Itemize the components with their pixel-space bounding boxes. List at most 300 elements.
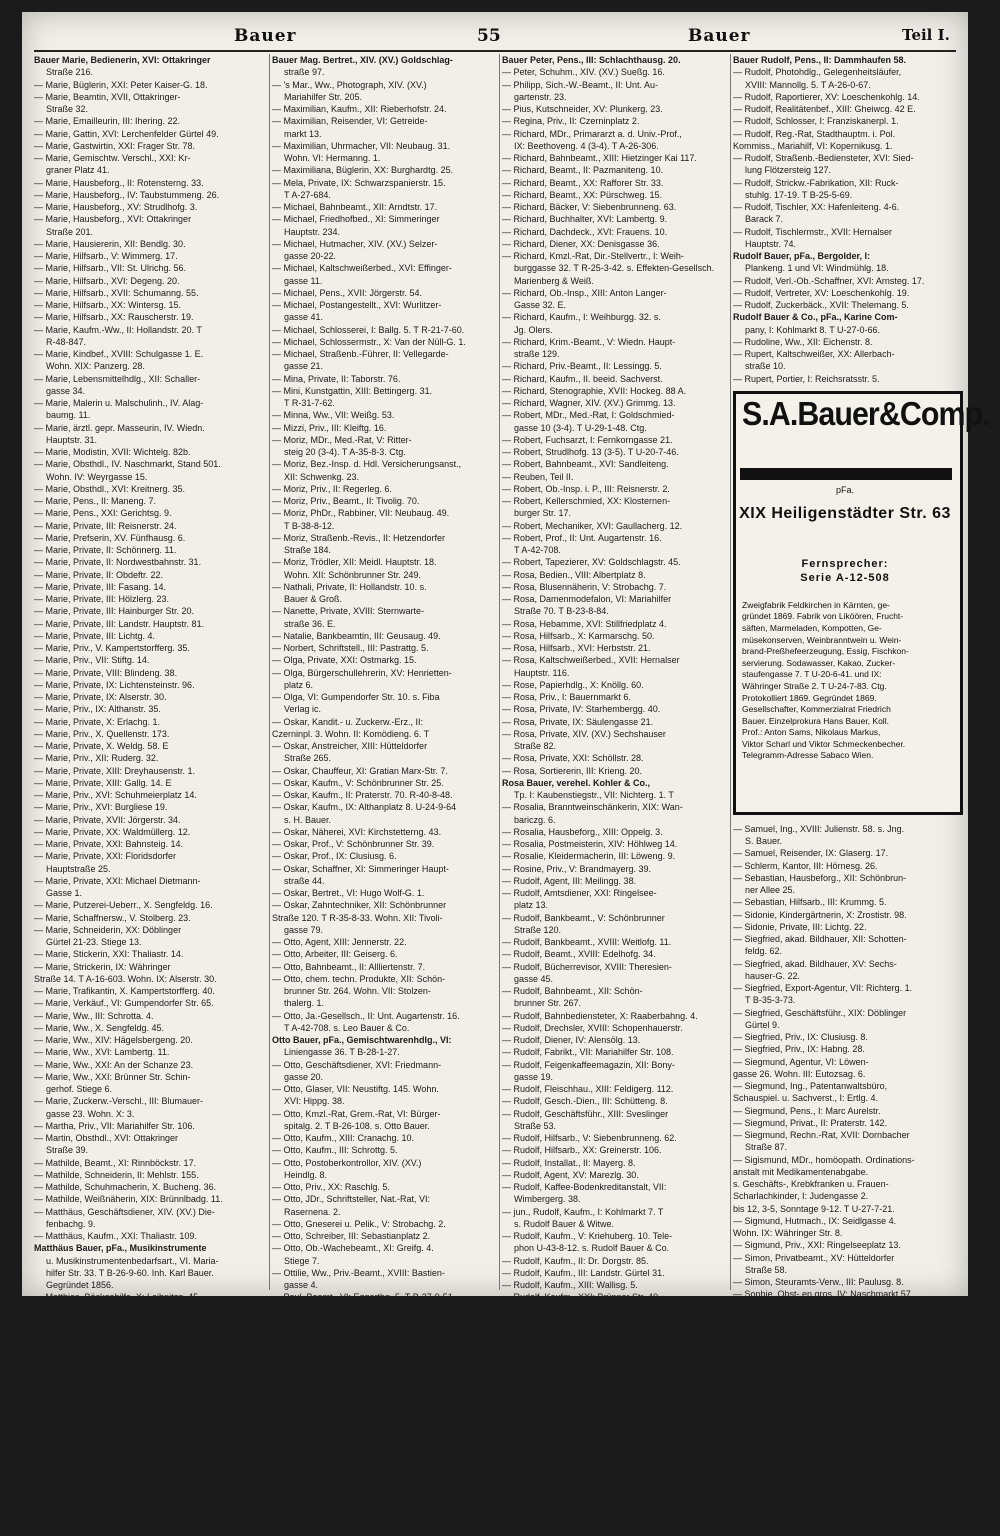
directory-entry: IX: Beethoveng. 4 (3-4). T A-26-306. — [514, 140, 659, 151]
directory-entry: — Siegmund, Rechn.-Rat, XVII: Dornbacher — [733, 1130, 910, 1140]
directory-entry: — Marie, Obsthdl., XVI: Kreitnerg. 35. — [34, 483, 186, 494]
directory-entry: brunner Str. 264. Wohn. VII: Stolzen- — [284, 986, 431, 996]
directory-entry: — Rudolf, Vertreter, XV: Loeschenkohlg. 19. — [733, 287, 910, 298]
directory-entry: — Rudolf, Kaffee-Bodenkreditanstalt, VII: — [502, 1182, 667, 1192]
directory-entry: — Marie, ärztl. gepr. Masseurin, IV. Wiedn. — [34, 422, 205, 433]
advert-line: Zweigfabrik Feldkirchen in Kärnten, ge- — [742, 599, 890, 610]
directory-entry: — Rosa, Sortiererin, III: Krieng. 20. — [502, 765, 643, 776]
advert-line: staufengasse 7. T U-20-6-41. und IX: — [742, 669, 882, 680]
directory-entry: — Richard, Kaufm., II. beeid. Sachverst. — [502, 373, 663, 384]
directory-entry: s. H. Bauer. — [284, 814, 332, 825]
directory-entry: s. Rudolf Bauer & Witwe. — [514, 1218, 615, 1229]
directory-entry: — Otto, Priv., XX: Raschlg. 5. — [272, 1182, 390, 1192]
directory-entry: — Maximilian, Kaufm., XII: Rieberhofstr. 24. — [272, 104, 447, 114]
directory-entry: feldg. 62. — [745, 946, 783, 957]
directory-entry: Straße 82. — [514, 741, 557, 751]
directory-entry: — Michael, Postangestellt., XVI: Wurlitzer- — [272, 300, 442, 310]
directory-entry: — Marie, Priv., XVI: Burgliese 19. — [34, 802, 168, 813]
directory-entry: — Rudolf, Kellner, XIX: Cobenzlg. 51. — [502, 1316, 653, 1327]
directory-entry: — Siegfried, Priv., IX: Clusiusg. 8. — [733, 1032, 868, 1042]
column-divider — [269, 54, 270, 1290]
directory-entry: — Richard, Beamt., XX: Rafforer Str. 33. — [502, 177, 664, 188]
directory-entry: — Nanette, Private, XVIII: Sternwarte- — [272, 606, 425, 617]
directory-entry: hilfer Str. 33. T B-26-9-60. Inh. Karl Bauer. — [46, 1267, 214, 1278]
directory-entry: gasse 8. — [514, 1402, 549, 1413]
directory-entry: — Rudolf, Kleidermach., I: Kohlmarkt 7. — [502, 1329, 661, 1339]
advert-pfa: pFa. — [835, 484, 854, 495]
advertisement — [733, 391, 990, 815]
directory-entry: — Rudolf, Photohdlg., Gelegenheitsläufer, — [733, 67, 902, 78]
directory-entry: — Sophie, Private, XX: Wimbergerg. 25. — [733, 1350, 895, 1361]
directory-entry: — Rudolf, Bankbeamt., V: Schönbrunner — [502, 912, 665, 923]
directory-entry: Straße 32. — [46, 104, 89, 114]
directory-entry: — Mathilde, Beamt., XI: Rinnböckstr. 17. — [34, 1157, 197, 1168]
directory-entry: — Max, Beamt., XX: Gerhardusg. 28. — [34, 1414, 184, 1425]
directory-entry: — Stephan, Draht- u. Radlerwerk., XXI: — [733, 1448, 891, 1459]
directory-entry: Mariahilfer Str. 205. — [284, 91, 363, 102]
directory-entry: — Oskar, Kaufm., II: Praterstr. 70. R-40-8-48. — [272, 790, 453, 800]
directory-entry: — Marie, Obsthdl., IV. Naschmarkt, Stand 501. — [34, 459, 221, 470]
directory-entry: — Moriz, Bez.-Insp. d. Hdl. Versicherungsanst., — [272, 459, 462, 470]
directory-page — [22, 12, 990, 1535]
directory-entry: — Mini, Kunstgattin, XIII: Bettingerg. 31. — [272, 385, 433, 396]
directory-entry: straße 129. — [514, 349, 560, 359]
directory-entry: — Sidonie, Kindergärtnerin, X: Zrostistr. 98. — [733, 909, 907, 920]
directory-entry: — Rudolf, Strickw.-Fabrikation, XII: Ruck- — [733, 177, 899, 188]
directory-entry: — Marie, Strickerin, IX: Währinger — [34, 961, 171, 972]
directory-entry: — Marie, Gemischtw. Verschl., XXI: Kr- — [34, 153, 191, 163]
directory-entry: — Marie, Ww., XXI: Brünner Str. Schin- — [34, 1071, 191, 1082]
directory-entry: — Paula, Priv., XIV. (XV.) Grimmg. 2. — [272, 1512, 420, 1523]
directory-entry: — Marie, Ww., III: Schrotta. 4. — [34, 1010, 154, 1021]
directory-entry: — Rosa, Private, IV: Starhembergg. 40. — [502, 704, 661, 715]
directory-entry: platz 6. — [284, 679, 314, 690]
directory-entry: lung Flötzersteig 127. — [745, 165, 832, 176]
directory-entry: — Stephan, Graveur, IV: Raimung. 6. — [733, 1436, 882, 1447]
directory-entry: — Rudolf, Straßenb.-Bediensteter, XVI: Sied- — [733, 153, 914, 163]
directory-entry: — Rudolf, Diener, IV: Alensölg. 13. — [502, 1035, 641, 1045]
directory-entry: — Oskar, Kandit.- u. Zuckerw.-Erz., II: — [272, 716, 424, 727]
directory-entry: — Marie, Private, II: Nordwestbahnstr. 31. — [34, 557, 202, 568]
directory-entry: — Rosa, Private, IX: Säulengasse 21. — [502, 716, 654, 727]
directory-entry: Hauptstr. 31. — [46, 434, 98, 445]
directory-entry: T A-18-5-20. — [284, 1341, 334, 1352]
directory-entry: — Oskar, Kaufm., IX: Althanplatz 8. U-24-9-64 — [272, 802, 457, 813]
directory-entry: — Rudolf, Raportierer, XV: Loeschenkohlg. 14. — [733, 91, 920, 102]
directory-entry: Rudolf Bauer, pFa., Bergolder, I: — [733, 251, 871, 261]
directory-entry: anstalt mit Medikamentenabgabe. — [733, 1166, 869, 1177]
directory-entry: — Marie, Beamtin, XVII, Ottakringer- — [34, 91, 181, 102]
directory-entry: — Olga, VI: Gumpendorfer Str. 10. s. Fiba — [272, 692, 440, 702]
directory-entry: — Marie, Ww., XIV: Hägelsbergeng. 20. — [34, 1035, 193, 1045]
directory-entry: — Sigismund, MDr., homöopath. Ordinations- — [733, 1154, 915, 1165]
directory-entry: — Marie, Private, III: Landstr. Hauptstr. 81. — [34, 618, 205, 629]
directory-entry: — Otto, Geschäftsdiener, XVI: Friedmann- — [272, 1059, 442, 1070]
directory-entry: — Moriz, Trödler, XII: Meidl. Hauptstr. 18. — [272, 557, 437, 568]
directory-entry: — Marie, Hilfsarb., XX: Rauscherstr. 19. — [34, 312, 194, 323]
directory-entry: — Rudolf, Lokomotivführ., XX: Rafaelg. 30. — [502, 1378, 674, 1388]
directory-entry: — Rudolf, Realitätenbef., XIII: Gheiwcg. 42 E. — [733, 104, 916, 114]
directory-entry: R-48-847. — [46, 336, 87, 347]
directory-entry: T B-24-9-71. — [284, 1476, 335, 1486]
directory-entry: — Rosa, Kaltschweißerbed., XVII: Hernalser — [502, 655, 680, 666]
directory-entry: — Matthias, Tischlermstr., II: Rudingerstr. 17. — [34, 1378, 214, 1388]
directory-entry: Heindlg. 8. — [284, 1169, 328, 1180]
directory-entry: — Marie, Hilfsarb., V: Wimmerg. 17. — [34, 251, 178, 261]
directory-entry: Otto Bauer, pFa., Gemischtwarenhdlg., VI: — [272, 1035, 452, 1045]
advert-company-name: S.A.Bauer&Comp. — [742, 394, 990, 432]
directory-entry: Wohn. VI: Hermanng. 1. — [284, 153, 381, 163]
header-rule — [34, 50, 956, 52]
directory-entry: — Peter, Schuhm., XIV. (XV.) Sueßg. 16. — [502, 67, 665, 78]
directory-entry: Bauer Marie, Bedienerin, XVI: Ottakringer — [34, 55, 211, 65]
directory-entry: — Marie, Hausbeforg., XVI: Ottakringer — [34, 214, 192, 225]
directory-entry: — Otto, Arbeiter, III: Geiserg. 6. — [272, 949, 398, 960]
directory-entry: — Siegmund, Ing., Patentanwaltsbüro, — [733, 1081, 888, 1091]
column-2 — [272, 54, 497, 1535]
advert-body — [742, 600, 950, 762]
directory-entry: Rr. 30. — [514, 1488, 541, 1499]
directory-entry: — Richard, Diener, XX: Denisgasse 36. — [502, 238, 660, 249]
directory-entry: — Matthias, Gemeindeangest., V: Gelenkstr. 28. — [34, 1329, 227, 1339]
directory-entry: — Rosa, Priv., I: Bauernmarkt 6. — [502, 692, 631, 702]
directory-entry: Matthäus Bauer, pFa., Musikinstrumente — [34, 1243, 207, 1254]
directory-entry: gasse 4. — [284, 1280, 319, 1290]
running-head-right: Bauer — [688, 26, 751, 46]
directory-entry: Bauer Mag. Bertret., XIV. (XV.) Goldschlag- — [272, 55, 453, 65]
directory-entry: — Max, Ob.-Rechnungsrat i. P., III: Eslarng. 2. — [34, 1476, 219, 1486]
directory-entry: — Marie, Private, III: Fasang. 14. — [34, 581, 167, 592]
advert-line: Prof.: Anton Sams, Nikolaus Markus, — [742, 727, 881, 738]
directory-entry: fenbachg. 9. — [46, 1218, 96, 1229]
directory-entry: markt 13. — [284, 128, 322, 139]
directory-entry: — Paula, Priv., XII: Gaug. Meidl. 6. — [272, 1500, 411, 1511]
directory-entry: — Rudolf, Kolonialwaren-Läufer, en gros. — [502, 1341, 667, 1352]
directory-entry: — Marie, Schneiderin, XX: Döblinger — [34, 924, 182, 935]
directory-entry: — Matthias, Chauffeur, X: Vogelsang. 3. — [34, 1304, 194, 1315]
directory-entry: — Paul, Beamt., VI: Eggerthg. 5. T B-27-9-51. — [272, 1292, 456, 1303]
directory-entry: — Rudolf, Tischlermstr., XVII: Hernalser — [733, 226, 893, 237]
directory-entry: — Rosalia, Hausbeforg., XIII: Oppelg. 3. — [502, 826, 663, 837]
directory-entry: Bauer Peter, Pens., III: Schlachthausg. 20. — [502, 55, 681, 65]
directory-entry: — Rudolf, Tischler, XX: Hafenleiteng. 4-6. — [733, 202, 900, 212]
directory-entry: — Rupert, Kaltschweißer, XX: Allerbach- — [733, 349, 895, 359]
directory-entry: straße 10. — [745, 361, 786, 372]
directory-entry: — Oskar, Anstreicher, XIII: Hütteldorfer — [272, 741, 428, 751]
directory-entry: — Richard, Kaufm., I: Weihburgg. 32. s. — [502, 312, 661, 323]
directory-entry: — Regina, Priv., II: Czerninplatz 2. — [502, 116, 640, 127]
directory-entry: — Robert, Prof., II: Unt. Augartenstr. 16. — [502, 532, 662, 543]
directory-entry: — Rosalie, Kleidermacherin, III: Löweng. 9. — [502, 851, 676, 862]
directory-entry: — Olga, Private, XXI: Ostmarkg. 15. — [272, 655, 417, 666]
directory-entry: — Moriz, Priv., II: Regerleg. 6. — [272, 483, 392, 494]
directory-entry: — Michael, Pens., XVII: Jörgerstr. 54. — [272, 287, 423, 298]
directory-entry: — Marie, Private, XXI: Michael Dietmann- — [34, 875, 201, 886]
directory-entry: — Marie, Hilfsarb., XX: Wintersg. 15. — [34, 300, 182, 310]
directory-entry: spitalg. 2. T B-26-108. s. Otto Bauer. — [284, 1120, 430, 1131]
directory-entry: — Otto, Glaser, VII: Neustiftg. 145. Wohn. — [272, 1084, 439, 1094]
directory-entry: — Reuben, Teil II. — [502, 471, 574, 482]
directory-entry: — Otto, Schreiber, III: Sebastianplatz 2. — [272, 1231, 431, 1241]
directory-entry: Straße 201. — [46, 226, 94, 237]
directory-entry: — Nathali, Private, II: Hollandstr. 10. s. — [272, 581, 427, 592]
directory-entry: — Martin, Obsthdl., XVI: Ottakringer — [34, 1133, 179, 1143]
directory-entry: gasse 79. — [284, 924, 324, 935]
directory-entry: — Paul, Direkt., IX: Spittelauer Lände 5. — [272, 1329, 432, 1339]
directory-entry: — Marie, Private, IX: Alserstr. 30. — [34, 692, 167, 702]
directory-entry: T A-27-684. — [284, 189, 331, 200]
directory-entry: Kommiss., Mariahilf, VI: Kopernikusg. 1. — [733, 140, 893, 151]
directory-entry: — Siegfried, akad. Bildhauer, XV: Sechs- — [733, 958, 897, 969]
advert-line: Telegramm-Adresse Sabaco Wien. — [742, 750, 874, 761]
directory-entry: — Paula, Priv., VII: Kircheng. 9 A. — [272, 1488, 406, 1499]
advert-black-bar — [740, 468, 952, 480]
directory-entry: XVIII: Mannollg. 5. T A-26-0-67. — [745, 79, 871, 90]
directory-entry: Reklamegef. m. b. H., II: Rembrandtstr. — [46, 1439, 203, 1450]
directory-entry: Straße 120. — [514, 924, 562, 935]
directory-entry: — Rudolf, Motorenwerkst., IX: Pichelg. 15. T — [502, 1500, 680, 1511]
directory-entry: — Marie, Ww., X. Sengfeldg. 45. — [34, 1022, 165, 1033]
directory-entry: — Marie, Kindbef., XVIII: Schulgasse 1. E. — [34, 349, 204, 359]
directory-entry: — Marie, Priv., X. Quellenstr. 173. — [34, 728, 170, 739]
directory-entry: — Mizzi, Priv., III: Kleiftg. 16. — [272, 422, 387, 433]
directory-entry: — Oskar, Prof., IX: Clusiusg. 6. — [272, 851, 397, 862]
directory-entry: — Marie, Ww., XVI: Lambertg. 11. — [34, 1047, 170, 1058]
directory-entry: — Matthias, Weißgärb., XXI: Brünner — [34, 1390, 183, 1401]
directory-entry: — Sidonie, Private, III: Lichtg. 22. — [733, 921, 867, 932]
directory-entry: — Marie, Trafikantin, X. Kampertstorfferg. 40. — [34, 986, 215, 996]
directory-entry: Bauer & Groß. — [284, 594, 343, 604]
directory-entry: — Michael, Bahnbeamt., XII: Arndtstr. 17. — [272, 202, 438, 212]
directory-entry: — Rudolf, Amtsdiener, XXI: Ringelsee- — [502, 888, 657, 898]
directory-entry: — Rosa, Hebamme, XVI: Stillfriedplatz 4. — [502, 618, 667, 629]
directory-entry: — Marie, Private, XXI: Floridsdorfer — [34, 851, 177, 862]
directory-entry: — Rudolf, Agent, III: Meilingg. 38. — [502, 875, 637, 886]
directory-entry: — Marie, Priv., VII: Stiftg. 14. — [34, 655, 150, 666]
directory-entry: — Minna, Ww., VII: Weißg. 53. — [272, 410, 395, 421]
directory-entry: — Rosalia, Branntweinschänkerin, XIX: Wan- — [502, 802, 683, 813]
directory-entry: — Marie, Priv., XVI: Schuhmeierplatz 14. — [34, 790, 197, 800]
directory-entry: burger Str. 17. — [514, 508, 572, 519]
advert-line: servierung. Sodawasser, Kakao, Zucker- — [742, 657, 896, 668]
running-head-left: Bauer — [234, 26, 297, 46]
directory-entry: — Marie, Verkäuf., VI: Gumpendorfer Str. 65. — [34, 998, 214, 1009]
directory-entry: — Max, Bertreter, VII: Wimbergerg. 5. — [34, 1525, 185, 1535]
directory-entry: — Rudolf, Kaufm., XXI: Brünner Str. 40. — [502, 1292, 661, 1303]
directory-entry: — Marie, Private, XX: Waldmüllerg. 12. — [34, 826, 191, 837]
directory-entry: — Matthias, Gastwirt, XV: Herrmanng. 11. — [34, 1316, 202, 1327]
directory-entry: — Marie, Private, XXI: Bahnsteig. 14. — [34, 839, 184, 849]
advert-phone-number: Serie A-12-508 — [800, 571, 890, 584]
directory-entry: — Rosa, Hilfsarb., X: Karmarschg. 50. — [502, 630, 655, 641]
directory-entry: — Rudolf, Kutscher, XIV. (XV.) Denglerg. 8. — [502, 1365, 675, 1376]
directory-entry: — Robert, Bahnbeamt., XVI: Sandleiteng. — [502, 459, 669, 470]
directory-entry: — Marie, Stickerin, XXI: Thaliastr. 14. — [34, 949, 184, 960]
directory-entry: — Sebastian, Hilfsarb., III: Krummg. 5. — [733, 897, 887, 908]
directory-entry: — Marie, Hausbeforg., XV: Strudlhofg. 3. — [34, 202, 198, 212]
directory-entry: — Rudolf, Gesch.-Dien., III: Schütteng. 8. — [502, 1096, 668, 1107]
directory-entry: — Marie, Private, X. Weldg. 58. E — [34, 741, 169, 751]
directory-entry: Straße 216. — [46, 67, 94, 78]
directory-entry: — Ottilie, Ww., Priv.-Beamt., XVIII: Bastien- — [272, 1267, 445, 1278]
advert-line: säften, Marmeladen, Kompotten, Ge- — [742, 622, 882, 633]
directory-entry: gasse 23. Wohn. X: 3. — [46, 1108, 135, 1119]
directory-entry: platz 13. — [514, 900, 549, 911]
directory-entry: — Maximilian, Reisender, VI: Getreide- — [272, 116, 428, 127]
directory-entry: — Rudolf, Fleischhau., XIII: Feldigerg. 112. — [502, 1084, 674, 1094]
directory-entry: — Marie, Private, III: Hölzlerg. 23. — [34, 594, 170, 604]
directory-entry: — Marie, Prefserin, XV. Fünfhausg. 6. — [34, 532, 186, 543]
directory-entry: — Richard, Priv.-Beamt., II: Lessingg. 5. — [502, 361, 662, 372]
directory-entry: — Rudolf, Agent, XV: Marezlg. 30. — [502, 1169, 639, 1180]
directory-entry: ner Allee 25. — [745, 885, 796, 895]
directory-entry: — Matthäus, Geschäftsdiener, XIV. (XV.) Die- — [34, 1206, 215, 1217]
directory-entry: — Moriz, MDr., Med.-Rat, V: Ritter- — [272, 434, 412, 445]
directory-entry: Wimbergerg. 38. — [514, 1194, 581, 1205]
directory-entry: — Robert, MDr., Med.-Rat, I: Goldschmied- — [502, 410, 675, 421]
directory-entry: — Richard, Stenographie, XVII: Hockeg. 88 A. — [502, 385, 687, 396]
directory-entry: — Robert, Mechaniker, XVI: Gaullacherg. 12. — [502, 520, 683, 531]
directory-entry: steig 20 (3-4). T A-35-8-3. Ctg. — [284, 447, 406, 457]
directory-entry: — Siegfried, Priv., IX: Habng. 28. — [733, 1044, 865, 1055]
directory-entry: — Rudolf, Kaufm., V: Kriehuberg. 10. Tele- — [502, 1231, 673, 1241]
directory-entry: — Norbert, Schriftstell., III: Pastrattg. 5. — [272, 643, 429, 653]
advert-line: Währinger Straße 2. T U-24-7-83. Ctg. — [742, 680, 887, 691]
directory-entry: — Mina, Private, II: Taborstr. 76. — [272, 373, 401, 384]
directory-entry: — Rudolf, Kaufm., III: Landstr. Gürtel 31. — [502, 1267, 665, 1278]
directory-entry: — Paul, MDr., Zahnarzt, XVI: Neulerchen- — [272, 1427, 440, 1437]
directory-entry: — Mela, Private, IX: Schwarzspanierstr. 15. — [272, 177, 446, 188]
directory-entry: — Rudolf, Installat., II: Mayerg. 8. — [502, 1157, 636, 1168]
directory-entry: XII: Schwenkg. 23. — [284, 471, 360, 482]
directory-entry: Nr. 27. — [46, 1451, 73, 1462]
directory-entry: — Michael, Kaltschweißerbed., XVI: Effinger- — [272, 263, 452, 274]
directory-entry: brunner Str. 267. — [514, 998, 582, 1009]
directory-entry: Rasernena. 2. — [284, 1206, 341, 1217]
directory-entry: Wohn. IV: Wiedner Hauptstr. 73. — [745, 1301, 874, 1312]
directory-entry: — Richard, Dachdeck., XVI: Frauens. 10. — [502, 226, 668, 237]
directory-entry: — Marie, Priv., XII: Ruderg. 32. — [34, 753, 159, 764]
directory-entry: — Rudolf, Bankbeamt., XVIII: Weitlofg. 11. — [502, 937, 672, 947]
column-4 — [733, 54, 990, 1471]
directory-entry: — Matthias, Hilfsarb., II: Darwing. 37. — [34, 1341, 184, 1352]
directory-entry: gasse 21. — [284, 361, 324, 372]
directory-entry: gasse 26. Wohn. III: Eutozsag. 6. — [733, 1068, 866, 1079]
directory-entry: bariczg. 6. — [514, 814, 556, 825]
directory-entry: S. Bauer. — [745, 836, 783, 846]
directory-entry: thalerg. 1. — [284, 998, 325, 1009]
directory-entry: — Marie, Pens., XXI: Gerichtsg. 9. — [34, 508, 172, 519]
directory-entry: — Moriz, Straßenb.-Revis., II: Hetzendorfer — [272, 532, 446, 543]
advert-line: Viktor Scharl und Viktor Schmeckenbecher. — [742, 738, 906, 749]
advert-line: gründet 1869. Fabrik von Liköören, Frucht- — [742, 611, 904, 622]
directory-entry: — Paula, Private, VI: Gumpendorfer Str. 18. — [272, 1463, 448, 1474]
directory-entry: T B-35-3-73. — [745, 995, 796, 1006]
directory-entry: s. Herman Bauer & Sohn. — [514, 1304, 617, 1315]
directory-entry: — Rudolf, Bahnbeamt., XII: Schön- — [502, 986, 643, 996]
directory-entry: — Peter, Elektriker, XVIII: Paulineng. 9. — [272, 1525, 429, 1535]
directory-entry: — Max, Direktor, Wohn. IV: Starhemberg. 39. T — [34, 1512, 223, 1523]
directory-entry: — Rudolf, Drechsler, XVIII: Schopenhauerstr. — [502, 1022, 683, 1033]
directory-entry: T A-42-708. s. Leo Bauer & Co. — [284, 1022, 410, 1033]
directory-entry: — Marie, Private, III: Lichtg. 4. — [34, 630, 156, 641]
directory-entry: — Rudolf, Zuckerbäck., XVII: Thelemang. 5. — [733, 300, 909, 310]
directory-entry: — Marie, Büglerin, XXI: Peter Kaiser-G. 18. — [34, 79, 208, 90]
directory-entry: — Sophie, Obst- en gros, IV: Naschmarkt 57. — [733, 1289, 914, 1300]
directory-entry: — Sigmund, Hutmach., IX: Seidlgasse 4. — [733, 1215, 897, 1226]
directory-entry: T A-42-708. — [514, 545, 561, 555]
directory-entry: — Marie, Gattin, XVI: Lerchenfelder Gürtel 49. — [34, 128, 219, 139]
advert-phone-label: Fernsprecher: — [801, 557, 889, 570]
directory-entry: — Otto, chem. techn. Produkte, XII: Schön- — [272, 973, 446, 984]
directory-entry: — Rudolf, Magistr.-Beamt., XVII: Hernalser — [502, 1451, 674, 1462]
directory-entry: — Marie, Private, IX: Lichtensteinstr. 96. — [34, 679, 195, 690]
directory-entry: Straße 53. — [514, 1120, 557, 1131]
directory-entry: — Mathilde, Schuhmacherin, X. Bucheng. 36. — [34, 1182, 217, 1192]
directory-entry: — Richard, Beamt., XX: Pürschweg. 15. — [502, 189, 663, 200]
directory-entry: Scharlachkinder, I: Judengasse 2. — [733, 1191, 869, 1202]
directory-entry: — Rudolf, Schlosser, I: Franziskanerpl. 1. — [733, 116, 899, 127]
directory-entry: — Rosa, Hilfsarb., XVI: Herbststr. 21. — [502, 643, 651, 653]
directory-entry: — Otto, Gneserei u. Pelik., V: Strobachg. 2. — [272, 1218, 446, 1229]
directory-entry: — Oskar, Schaffner, XI: Simmeringer Haupt- — [272, 863, 449, 874]
directory-entry: — Michael, Schlossermstr., X: Van der Nüll-G. 1. — [272, 336, 466, 347]
directory-entry: — Richard, Bäcker, V: Siebenbrunneng. 63. — [502, 202, 677, 212]
directory-entry: Gürtel 21-23. Stiege 13. — [46, 937, 142, 947]
directory-entry: — Martha, Priv., VII: Mariahilfer Str. 106. — [34, 1120, 195, 1131]
directory-entry: Gürtel 9. — [745, 1019, 780, 1030]
part-label: Teil I. — [902, 26, 950, 44]
directory-entry: — Siegmund, Privat., II: Praterstr. 142. — [733, 1117, 888, 1128]
directory-entry: Straße 184. — [284, 545, 332, 555]
directory-entry: — Rudoline, Ww., XII: Eichenstr. 8. — [733, 336, 873, 347]
directory-entry: — Stefan, Weißwarenschlag., XVIII: Kreuzg. 16. — [733, 1411, 925, 1422]
directory-entry: Plankeng. 1 und VI: Windmühlg. 18. — [745, 263, 889, 274]
directory-entry: Barack 7. — [745, 214, 784, 225]
directory-entry: — Matthias, Malermstr., XXI: Prager Str. 6. — [34, 1353, 205, 1364]
directory-entry: — Rudolf, Verl.-Ob.-Schaffner, XVI: Arnsteg. 17. — [733, 275, 925, 286]
directory-entry: — Otto, JDr., Schriftsteller, Nat.-Rat, VI: — [272, 1194, 431, 1205]
directory-entry: — Rudolf, Magazineur, XIII: Iheringg. 31. — [502, 1414, 665, 1425]
directory-entry: — Oskar, Kaufm., V: Schönbrunner Str. 25. — [272, 777, 444, 788]
directory-entry: — Oskar, Chauffeur, XI: Gratian Marx-Str. 7. — [272, 765, 448, 776]
directory-entry: — Michael, Schlosserei, I: Ballg. 5. T R-21-7-60. — [272, 324, 465, 335]
directory-entry: gasse 34. — [46, 385, 86, 396]
directory-entry: — Rudolf, Bahnbediensteter, X: Raaberbahng. 4. — [502, 1010, 698, 1021]
directory-entry: — Philipp, Sich.-W.-Beamt., II: Unt. Au- — [502, 79, 659, 90]
directory-entry: linger Str. 8. — [284, 1365, 333, 1376]
directory-entry: — Samuel, Ing., XVIII: Julienstr. 58. s. Jng. — [733, 823, 905, 834]
directory-entry: — Max, Farbenhdlg., III: Rasumofskyg. 14. — [34, 1463, 206, 1474]
directory-entry: hauser-G. 22. — [745, 970, 801, 981]
directory-entry: — Simon, Steuramts-Verw., III: Paulusg. 8. — [733, 1277, 904, 1287]
directory-entry: — Robert, Ob.-Insp. i. P., III: Reisnerstr. 2. — [502, 483, 670, 494]
directory-entry: — Stefan, Straßenb.-Schaffner, XIII: Hezen- — [733, 1387, 909, 1398]
directory-entry: Straße 39. — [46, 1145, 89, 1156]
directory-entry: — Richard, Wagner, XIV. (XV.) Grimmg. 13. — [502, 398, 676, 408]
directory-entry: — Michael, Friedhofbed., XI: Simmeringer — [272, 214, 440, 225]
directory-entry: bis 12, 3-5, Sonntage 9-12. T U-27-7-21. — [733, 1203, 895, 1214]
directory-entry: Liniengasse 36. T B-28-1-27. — [284, 1047, 400, 1058]
page-number: 55 — [477, 26, 501, 46]
directory-entry: Rosa Bauer, verehel. Kohler & Co., — [502, 777, 651, 788]
directory-entry: — Paula, Priv., V: Ammerg. 14. — [272, 1451, 396, 1462]
directory-entry: straße 97. — [284, 67, 325, 78]
directory-entry: — Stefan, Koch., X: Hofferg. 19. — [733, 1424, 862, 1434]
directory-entry: Jg. Olers. — [514, 324, 553, 335]
directory-entry: — Marie, Hilfsarb., VII: St. Ulrichg. 56. — [34, 263, 187, 274]
directory-entry: gasse 19. — [514, 1071, 554, 1082]
